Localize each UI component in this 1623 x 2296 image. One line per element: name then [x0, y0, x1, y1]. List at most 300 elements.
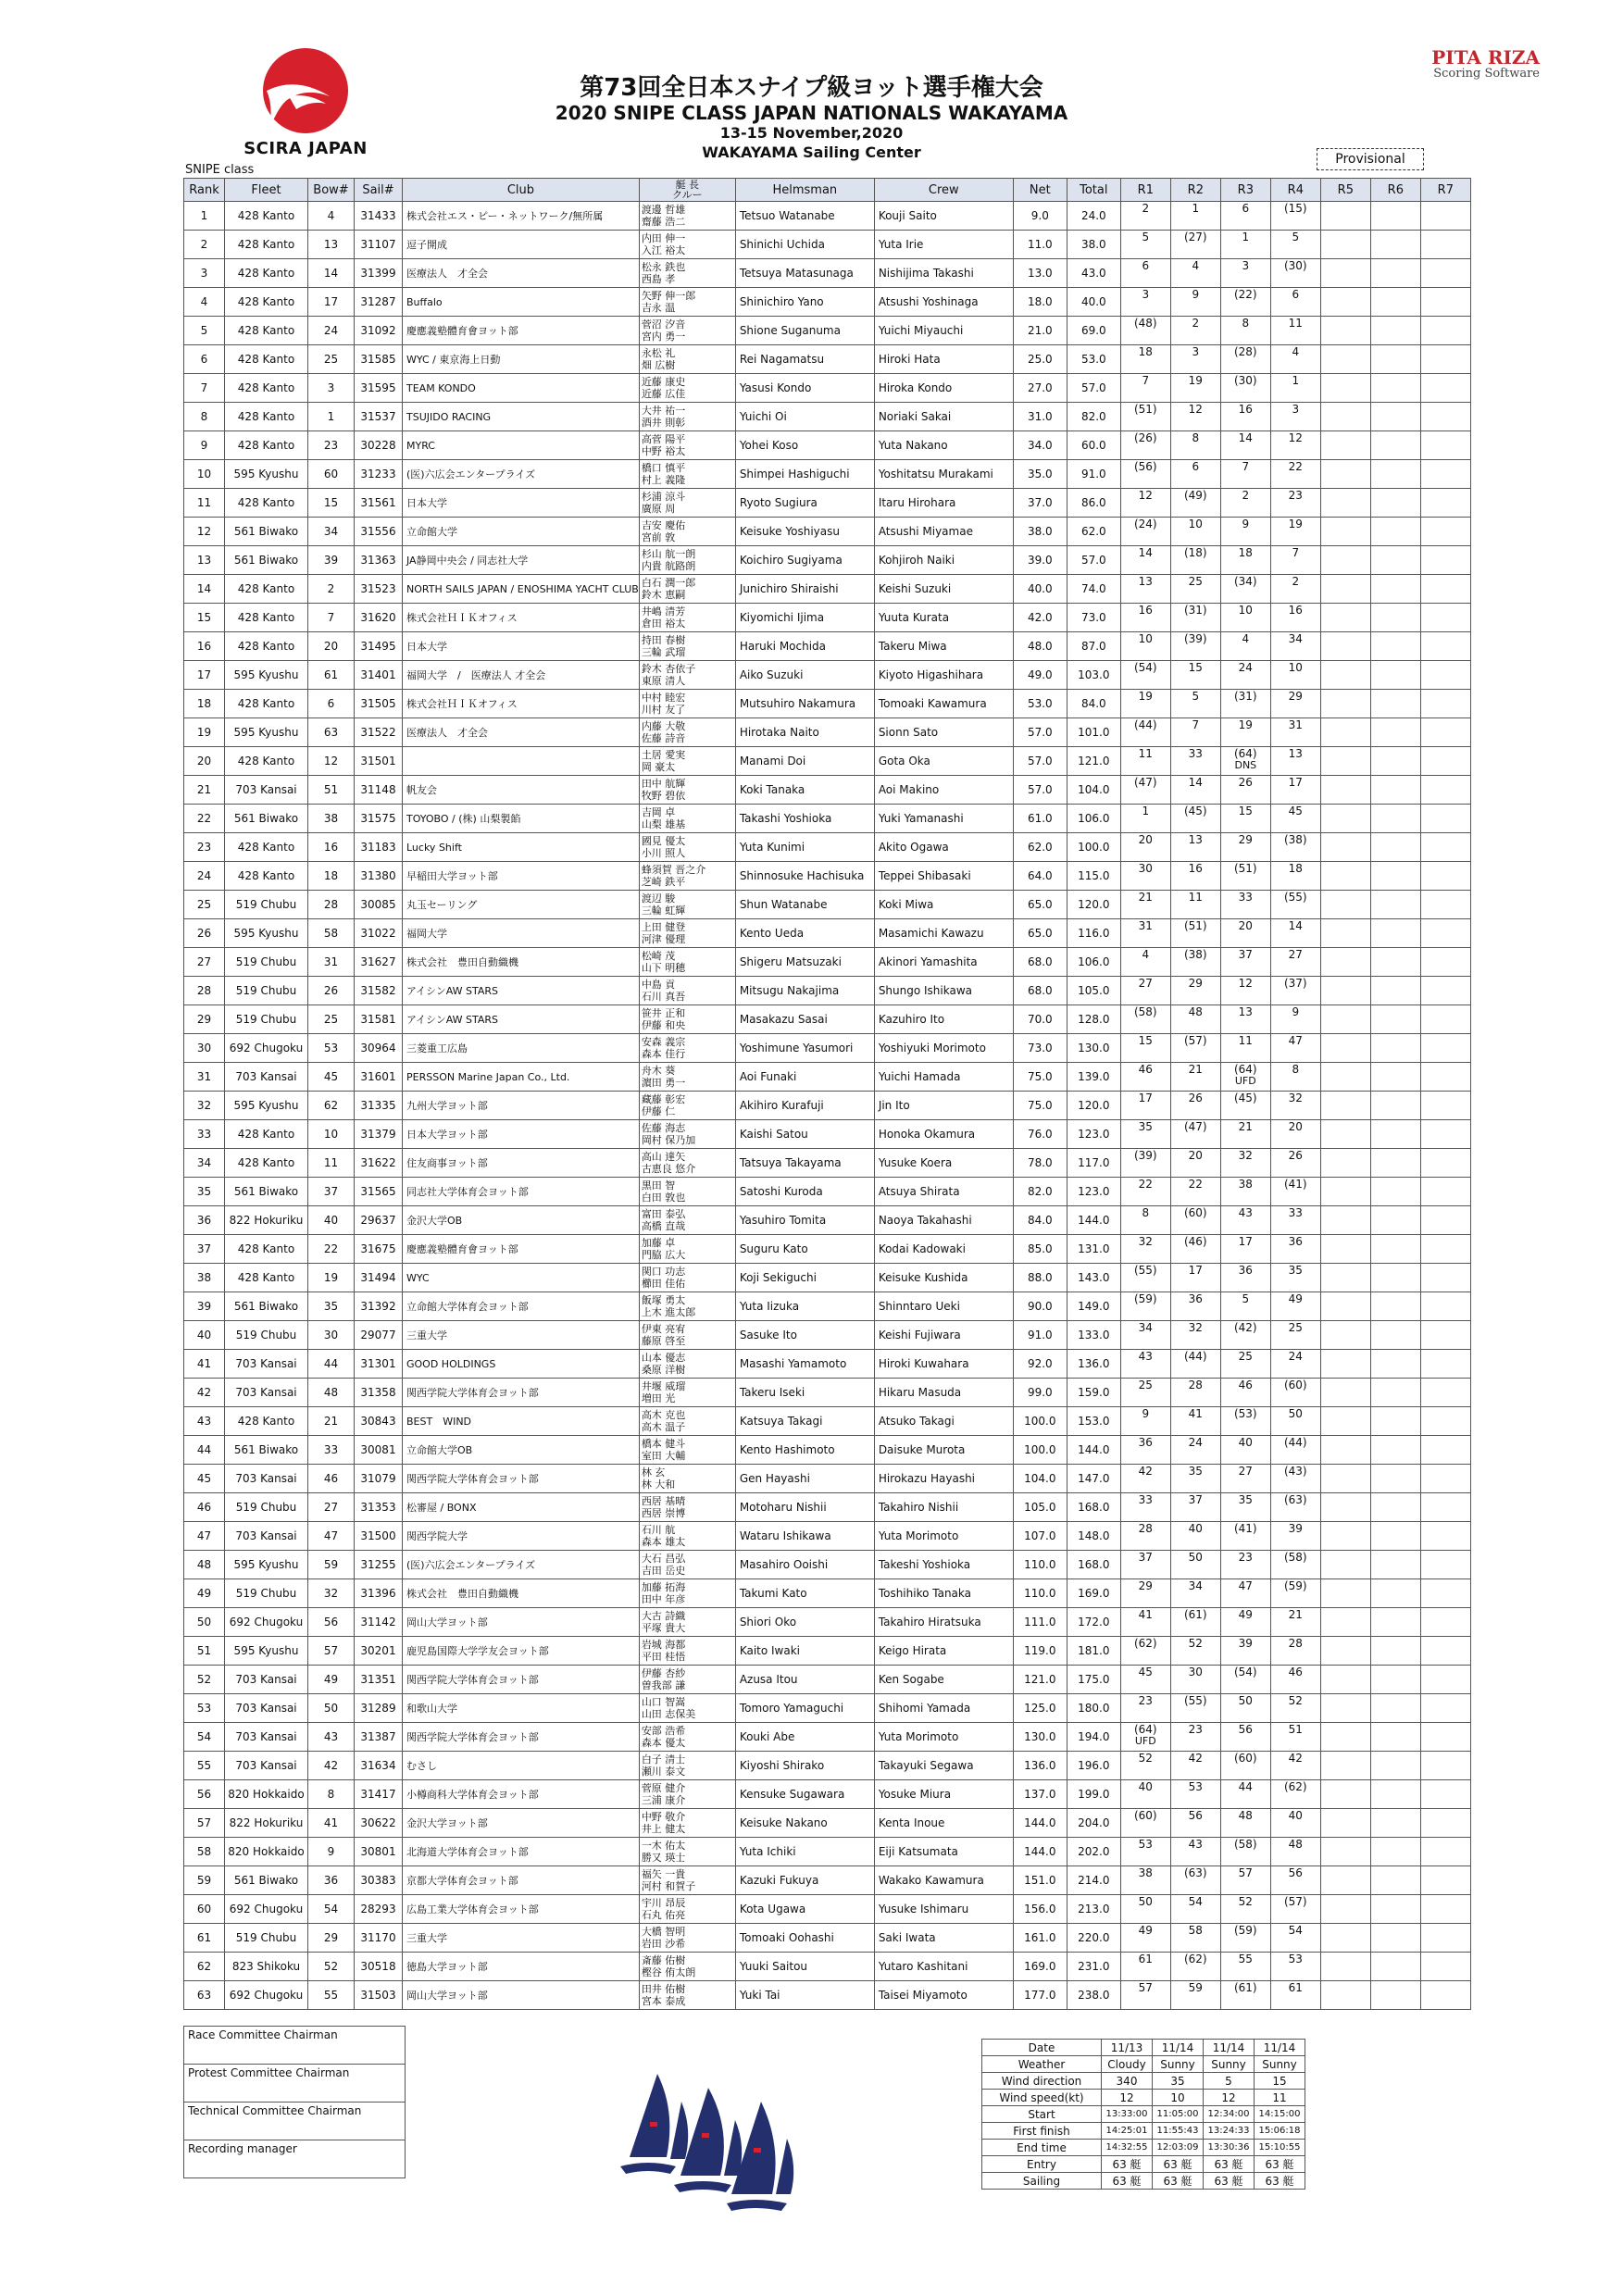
bow-cell: 49	[308, 1666, 355, 1694]
race-score-cell: (64) UFD	[1120, 1723, 1170, 1752]
race-info-value: 11:05:00	[1153, 2106, 1204, 2123]
race-score-cell	[1370, 1579, 1420, 1608]
total-cell: 168.0	[1067, 1493, 1120, 1522]
bow-cell: 12	[308, 747, 355, 776]
fleet-cell: 820 Hokkaido	[225, 1780, 308, 1809]
race-score-cell	[1420, 1379, 1470, 1407]
race-score-cell: 6	[1220, 202, 1270, 231]
sail-cell: 31022	[355, 919, 403, 948]
table-row	[184, 891, 1471, 919]
total-cell: 231.0	[1067, 1953, 1120, 1981]
race-score-cell	[1420, 1637, 1470, 1666]
table-row	[184, 518, 1471, 546]
bow-cell: 14	[308, 259, 355, 288]
race-score-cell	[1420, 718, 1470, 747]
race-score-cell: 30	[1120, 862, 1170, 891]
sail-cell: 31335	[355, 1092, 403, 1120]
sail-cell: 31575	[355, 805, 403, 833]
net-cell: 31.0	[1013, 403, 1067, 431]
net-cell: 144.0	[1013, 1838, 1067, 1866]
crew-cell: Keigo Hirata	[874, 1637, 1013, 1666]
race-score-cell: (30)	[1270, 259, 1320, 288]
race-score-cell: 7	[1170, 718, 1220, 747]
table-row	[184, 431, 1471, 460]
race-score-cell	[1370, 1981, 1420, 2010]
race-score-cell: 25	[1270, 1321, 1320, 1350]
sail-cell: 31585	[355, 345, 403, 374]
rank-cell: 36	[184, 1206, 225, 1235]
rank-cell: 29	[184, 1005, 225, 1034]
race-info-value: 13:33:00	[1102, 2106, 1153, 2123]
crew-jp-cell: 安森 義宗 森本 佳行	[639, 1034, 735, 1063]
race-info-value: Cloudy	[1102, 2056, 1153, 2073]
rank-cell: 27	[184, 948, 225, 977]
race-score-cell: 23	[1120, 1694, 1170, 1723]
net-cell: 11.0	[1013, 231, 1067, 259]
race-score-cell	[1320, 1321, 1370, 1350]
race-info-value: 5	[1204, 2073, 1255, 2090]
race-score-cell: (60)	[1120, 1809, 1170, 1838]
net-cell: 177.0	[1013, 1981, 1067, 2010]
race-score-cell: 18	[1120, 345, 1170, 374]
sail-cell: 31595	[355, 374, 403, 403]
rank-cell: 45	[184, 1465, 225, 1493]
bow-cell: 43	[308, 1723, 355, 1752]
crew-jp-cell: 高菅 陽平 中野 裕太	[639, 431, 735, 460]
race-score-cell: (61)	[1220, 1981, 1270, 2010]
race-score-cell: 4	[1220, 632, 1270, 661]
race-score-cell: 57	[1120, 1981, 1170, 2010]
race-score-cell	[1320, 632, 1370, 661]
rank-cell: 58	[184, 1838, 225, 1866]
bow-cell: 55	[308, 1981, 355, 2010]
race-score-cell	[1370, 805, 1420, 833]
race-info-value: 63 艇	[1255, 2156, 1305, 2173]
net-cell: 104.0	[1013, 1465, 1067, 1493]
total-cell: 147.0	[1067, 1465, 1120, 1493]
crew-jp-cell: 高木 克也 高木 温子	[639, 1407, 735, 1436]
race-score-cell: 42	[1270, 1752, 1320, 1780]
race-score-cell	[1320, 1608, 1370, 1637]
race-score-cell: 14	[1120, 546, 1170, 575]
club-cell: GOOD HOLDINGS	[403, 1350, 640, 1379]
table-row	[184, 231, 1471, 259]
rank-cell: 22	[184, 805, 225, 833]
race-score-cell	[1370, 1235, 1420, 1264]
crew-cell: Atsushi Miyamae	[874, 518, 1013, 546]
rank-cell: 24	[184, 862, 225, 891]
race-info-row	[982, 2173, 1305, 2190]
table-row	[184, 632, 1471, 661]
crew-jp-cell: 関口 功志 櫛田 佳佑	[639, 1264, 735, 1292]
race-score-cell: 13	[1170, 833, 1220, 862]
total-cell: 116.0	[1067, 919, 1120, 948]
crew-jp-cell: 杉浦 涼斗 廣原 周	[639, 489, 735, 518]
helmsman-cell: Tomoro Yamaguchi	[735, 1694, 874, 1723]
rank-cell: 54	[184, 1723, 225, 1752]
race-score-cell	[1370, 403, 1420, 431]
crew-jp-cell: 林 玄 林 大和	[639, 1465, 735, 1493]
fleet-cell: 595 Kyushu	[225, 1092, 308, 1120]
bow-cell: 2	[308, 575, 355, 604]
rank-cell: 12	[184, 518, 225, 546]
crew-cell: Noriaki Sakai	[874, 403, 1013, 431]
club-cell: NORTH SAILS JAPAN / ENOSHIMA YACHT CLUB	[403, 575, 640, 604]
table-row	[184, 805, 1471, 833]
table-row	[184, 1579, 1471, 1608]
net-cell: 18.0	[1013, 288, 1067, 317]
crew-cell: Honoka Okamura	[874, 1120, 1013, 1149]
race-info-value: 63 艇	[1153, 2173, 1204, 2190]
crew-cell: Itaru Hirohara	[874, 489, 1013, 518]
rank-cell: 50	[184, 1608, 225, 1637]
race-score-cell: 9	[1270, 1005, 1320, 1034]
race-score-cell	[1320, 1551, 1370, 1579]
race-score-cell	[1370, 862, 1420, 891]
helmsman-cell: Aoi Funaki	[735, 1063, 874, 1092]
race-score-cell	[1320, 1637, 1370, 1666]
table-row	[184, 1379, 1471, 1407]
table-row	[184, 202, 1471, 231]
race-score-cell	[1320, 862, 1370, 891]
bow-cell: 17	[308, 288, 355, 317]
helmsman-cell: Kouki Abe	[735, 1723, 874, 1752]
total-cell: 69.0	[1067, 317, 1120, 345]
race-score-cell: 36	[1220, 1264, 1270, 1292]
race-info-label: Weather	[982, 2056, 1102, 2073]
race-score-cell: (60)	[1220, 1752, 1270, 1780]
club-cell: 日本大学	[403, 489, 640, 518]
bow-cell: 24	[308, 317, 355, 345]
crew-jp-cell: 矢野 伸一郎 吉永 温	[639, 288, 735, 317]
fleet-cell: 703 Kansai	[225, 776, 308, 805]
race-info-label: Wind speed(kt)	[982, 2090, 1102, 2106]
bow-cell: 9	[308, 1838, 355, 1866]
race-score-cell	[1420, 202, 1470, 231]
race-score-cell: 35	[1170, 1465, 1220, 1493]
crew-cell: Wakako Kawamura	[874, 1866, 1013, 1895]
race-score-cell	[1420, 1493, 1470, 1522]
race-info-value: 63 艇	[1102, 2156, 1153, 2173]
total-cell: 213.0	[1067, 1895, 1120, 1924]
table-row	[184, 1436, 1471, 1465]
club-cell: TSUJIDO RACING	[403, 403, 640, 431]
race-score-cell: (62)	[1120, 1637, 1170, 1666]
race-score-cell	[1320, 977, 1370, 1005]
net-cell: 42.0	[1013, 604, 1067, 632]
total-cell: 204.0	[1067, 1809, 1120, 1838]
crew-jp-cell: 近藤 康史 近藤 広佳	[639, 374, 735, 403]
sail-cell: 29077	[355, 1321, 403, 1350]
race-score-cell	[1420, 1723, 1470, 1752]
race-score-cell: 16	[1170, 862, 1220, 891]
crew-cell: Shungo Ishikawa	[874, 977, 1013, 1005]
race-score-cell	[1420, 1551, 1470, 1579]
race-score-cell	[1370, 747, 1420, 776]
race-score-cell: 48	[1270, 1838, 1320, 1866]
race-score-cell: 21	[1170, 1063, 1220, 1092]
race-score-cell: 39	[1220, 1637, 1270, 1666]
sail-cell: 31561	[355, 489, 403, 518]
race-score-cell: 46	[1220, 1379, 1270, 1407]
race-score-cell	[1420, 1780, 1470, 1809]
club-cell: 鹿児島国際大学学友会ヨット部	[403, 1637, 640, 1666]
race-info-label: End time	[982, 2140, 1102, 2156]
race-score-cell: (37)	[1270, 977, 1320, 1005]
net-cell: 27.0	[1013, 374, 1067, 403]
net-cell: 37.0	[1013, 489, 1067, 518]
crew-cell: Shihomi Yamada	[874, 1694, 1013, 1723]
table-row	[184, 1838, 1471, 1866]
helmsman-cell: Tetsuo Watanabe	[735, 202, 874, 231]
race-score-cell	[1370, 1666, 1420, 1694]
helmsman-cell: Shimpei Hashiguchi	[735, 460, 874, 489]
helmsman-cell: Masakazu Sasai	[735, 1005, 874, 1034]
club-cell: 金沢大学OB	[403, 1206, 640, 1235]
table-row	[184, 919, 1471, 948]
race-score-cell: 48	[1220, 1809, 1270, 1838]
total-cell: 123.0	[1067, 1120, 1120, 1149]
helmsman-cell: Azusa Itou	[735, 1666, 874, 1694]
rank-cell: 28	[184, 977, 225, 1005]
helmsman-cell: Yasuhiro Tomita	[735, 1206, 874, 1235]
race-score-cell: (49)	[1170, 489, 1220, 518]
race-score-cell	[1320, 460, 1370, 489]
fleet-cell: 823 Shikoku	[225, 1953, 308, 1981]
total-cell: 115.0	[1067, 862, 1120, 891]
race-score-cell: 43	[1220, 1206, 1270, 1235]
race-score-cell: 5	[1270, 231, 1320, 259]
race-score-cell	[1420, 431, 1470, 460]
net-cell: 90.0	[1013, 1292, 1067, 1321]
rank-cell: 11	[184, 489, 225, 518]
race-score-cell: 50	[1120, 1895, 1170, 1924]
race-score-cell	[1420, 1752, 1470, 1780]
crew-cell: Kazuhiro Ito	[874, 1005, 1013, 1034]
race-score-cell	[1370, 919, 1420, 948]
race-score-cell	[1320, 575, 1370, 604]
net-cell: 99.0	[1013, 1379, 1067, 1407]
race-score-cell: 11	[1120, 747, 1170, 776]
race-score-cell: (34)	[1220, 575, 1270, 604]
race-score-cell: 55	[1220, 1953, 1270, 1981]
table-row	[184, 1953, 1471, 1981]
crew-jp-cell: 笹井 正和 伊藤 和央	[639, 1005, 735, 1034]
bow-cell: 41	[308, 1809, 355, 1838]
net-cell: 75.0	[1013, 1092, 1067, 1120]
net-cell: 105.0	[1013, 1493, 1067, 1522]
race-info-value: 14:15:00	[1255, 2106, 1305, 2123]
crew-cell: Yusuke Ishimaru	[874, 1895, 1013, 1924]
race-score-cell: (38)	[1170, 948, 1220, 977]
race-score-cell: 40	[1220, 1436, 1270, 1465]
race-score-cell: (59)	[1120, 1292, 1170, 1321]
crew-cell: Kiyoto Higashihara	[874, 661, 1013, 690]
race-score-cell: 51	[1270, 1723, 1320, 1752]
crew-jp-cell: 藏藤 彰宏 伊藤 仁	[639, 1092, 735, 1120]
club-cell: 三菱重工広島	[403, 1034, 640, 1063]
race-score-cell: 9	[1170, 288, 1220, 317]
club-cell: 関西学院大学体育会ヨット部	[403, 1723, 640, 1752]
club-cell	[403, 747, 640, 776]
sail-cell: 31582	[355, 977, 403, 1005]
total-cell: 199.0	[1067, 1780, 1120, 1809]
race-score-cell	[1420, 1981, 1470, 2010]
race-score-cell	[1420, 1235, 1470, 1264]
table-row	[184, 1981, 1471, 2010]
race-score-cell	[1320, 1493, 1370, 1522]
rank-cell: 4	[184, 288, 225, 317]
rank-cell: 43	[184, 1407, 225, 1436]
table-row	[184, 747, 1471, 776]
total-cell: 238.0	[1067, 1981, 1120, 2010]
race-score-cell: 17	[1120, 1092, 1170, 1120]
column-header: Bow#	[308, 179, 355, 202]
race-score-cell: 2	[1270, 575, 1320, 604]
net-cell: 110.0	[1013, 1551, 1067, 1579]
race-score-cell	[1370, 690, 1420, 718]
race-score-cell: (63)	[1270, 1493, 1320, 1522]
column-header: Fleet	[225, 179, 308, 202]
penalty-code: DNS	[1234, 759, 1257, 771]
table-row	[184, 1120, 1471, 1149]
fleet-cell: 428 Kanto	[225, 1235, 308, 1264]
sail-cell: 30622	[355, 1809, 403, 1838]
race-score-cell	[1320, 1953, 1370, 1981]
table-row	[184, 288, 1471, 317]
race-score-cell: 5	[1120, 231, 1170, 259]
race-score-cell	[1420, 1436, 1470, 1465]
fleet-cell: 703 Kansai	[225, 1694, 308, 1723]
race-info-value: Sunny	[1153, 2056, 1204, 2073]
net-cell: 65.0	[1013, 919, 1067, 948]
crew-cell: Yuta Morimoto	[874, 1522, 1013, 1551]
race-info-label: Start	[982, 2106, 1102, 2123]
club-cell: 医療法人 才全会	[403, 259, 640, 288]
fleet-cell: 428 Kanto	[225, 1407, 308, 1436]
race-info-value: 14:25:01	[1102, 2123, 1153, 2140]
race-score-cell	[1370, 948, 1420, 977]
net-cell: 156.0	[1013, 1895, 1067, 1924]
column-header: Sail#	[355, 179, 403, 202]
total-cell: 84.0	[1067, 690, 1120, 718]
net-cell: 91.0	[1013, 1321, 1067, 1350]
race-score-cell: (57)	[1170, 1034, 1220, 1063]
table-row	[184, 1465, 1471, 1493]
table-row	[184, 1092, 1471, 1120]
crew-cell: Atsuko Takagi	[874, 1407, 1013, 1436]
bow-cell: 26	[308, 977, 355, 1005]
signature-protest-committee: Protest Committee Chairman	[184, 2065, 406, 2103]
bow-cell: 46	[308, 1465, 355, 1493]
fleet-cell: 595 Kyushu	[225, 919, 308, 948]
race-info-label: Entry	[982, 2156, 1102, 2173]
crew-cell: Yuichi Hamada	[874, 1063, 1013, 1092]
race-score-cell	[1370, 1407, 1420, 1436]
club-cell: 株式会社 豊田自動織機	[403, 948, 640, 977]
race-info-value: 11:55:43	[1153, 2123, 1204, 2140]
bow-cell: 7	[308, 604, 355, 632]
race-score-cell	[1420, 1178, 1470, 1206]
race-score-cell: 49	[1270, 1292, 1320, 1321]
race-score-cell: 52	[1270, 1694, 1320, 1723]
race-score-cell	[1320, 546, 1370, 575]
sail-cell: 31634	[355, 1752, 403, 1780]
table-row	[184, 317, 1471, 345]
club-cell: PERSSON Marine Japan Co., Ltd.	[403, 1063, 640, 1092]
race-score-cell: (26)	[1120, 431, 1170, 460]
crew-jp-cell: 高山 達矢 古恵良 悠介	[639, 1149, 735, 1178]
race-score-cell	[1370, 1780, 1420, 1809]
race-score-cell: (24)	[1120, 518, 1170, 546]
helmsman-cell: Masahiro Ooishi	[735, 1551, 874, 1579]
table-row	[184, 546, 1471, 575]
total-cell: 104.0	[1067, 776, 1120, 805]
race-score-cell	[1370, 718, 1420, 747]
table-row	[184, 1149, 1471, 1178]
race-score-cell	[1370, 460, 1420, 489]
sail-cell: 31289	[355, 1694, 403, 1723]
total-cell: 133.0	[1067, 1321, 1120, 1350]
race-score-cell	[1320, 718, 1370, 747]
rank-cell: 56	[184, 1780, 225, 1809]
brand-sub: Scoring Software	[1433, 67, 1540, 81]
race-score-cell: (55)	[1120, 1264, 1170, 1292]
crew-jp-cell: 山口 智嵩 山田 志保美	[639, 1694, 735, 1723]
table-row	[184, 1694, 1471, 1723]
rank-cell: 10	[184, 460, 225, 489]
fleet-cell: 428 Kanto	[225, 632, 308, 661]
race-score-cell: (38)	[1270, 833, 1320, 862]
race-score-cell: 59	[1170, 1981, 1220, 2010]
race-score-cell: (45)	[1220, 1092, 1270, 1120]
race-score-cell: (59)	[1220, 1924, 1270, 1953]
sail-cell: 30081	[355, 1436, 403, 1465]
table-row	[184, 604, 1471, 632]
race-score-cell	[1320, 1235, 1370, 1264]
total-cell: 73.0	[1067, 604, 1120, 632]
helmsman-cell: Shione Suganuma	[735, 317, 874, 345]
sail-cell: 31494	[355, 1264, 403, 1292]
crew-cell: Yuichi Miyauchi	[874, 317, 1013, 345]
race-score-cell	[1320, 1809, 1370, 1838]
crew-jp-cell: 杉山 航一朗 内貴 航路朗	[639, 546, 735, 575]
helmsman-cell: Kiyoshi Shirako	[735, 1752, 874, 1780]
crew-jp-cell: 菅原 健介 三浦 康介	[639, 1780, 735, 1809]
crew-jp-cell: 舟木 葵 濵田 勇一	[639, 1063, 735, 1092]
table-row	[184, 374, 1471, 403]
crew-jp-cell: 橋本 健斗 室田 大輔	[639, 1436, 735, 1465]
total-cell: 120.0	[1067, 891, 1120, 919]
crew-jp-cell: 土居 愛実 岡 豪太	[639, 747, 735, 776]
table-row	[184, 1723, 1471, 1752]
total-cell: 136.0	[1067, 1350, 1120, 1379]
helmsman-cell: Satoshi Kuroda	[735, 1178, 874, 1206]
total-cell: 214.0	[1067, 1866, 1120, 1895]
race-score-cell	[1320, 1292, 1370, 1321]
race-score-cell	[1420, 747, 1470, 776]
sail-cell: 31537	[355, 403, 403, 431]
race-score-cell: 37	[1220, 948, 1270, 977]
fleet-cell: 692 Chugoku	[225, 1034, 308, 1063]
net-cell: 48.0	[1013, 632, 1067, 661]
race-score-cell: 8	[1220, 317, 1270, 345]
race-score-cell: 1	[1270, 374, 1320, 403]
club-cell: 小樽商科大学体育会ヨット部	[403, 1780, 640, 1809]
race-score-cell: 35	[1270, 1264, 1320, 1292]
table-row	[184, 862, 1471, 891]
net-cell: 136.0	[1013, 1752, 1067, 1780]
